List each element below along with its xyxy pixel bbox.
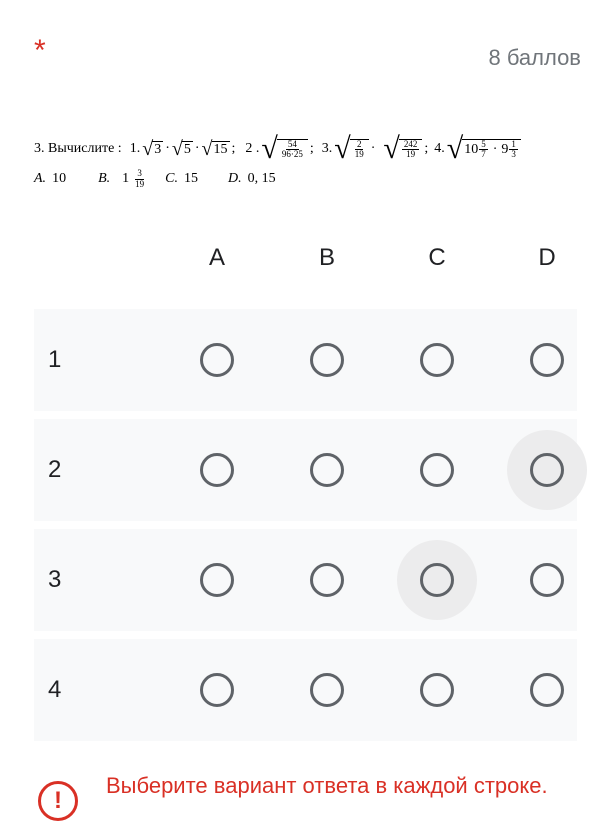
option-d-value: 0, 15 xyxy=(247,171,276,186)
item3-label: 3. xyxy=(321,141,333,156)
problem-line: 3. Вычислите : 1. √ 3 · √ 5 · √ 15 ; 2 . √ $\frac{54}{96\cdot 25}$ ; 3. √ $\frac{2}{19}$ · √ $\frac{242}{19}$ ; 4. √ 10 $\frac{5}{7}$ · 9 $\frac{1}{3}$ xyxy=(34,132,594,166)
item4-numerator-2: 1 xyxy=(511,138,516,149)
radio-row2-d[interactable] xyxy=(530,453,564,487)
grid-row-4 xyxy=(34,639,577,741)
option-b-whole: 1 xyxy=(122,171,130,186)
error-message: Выберите вариант ответа в каждой строке. xyxy=(106,773,548,798)
radio-row2-b[interactable] xyxy=(310,453,344,487)
item1-radicand-1: 3 xyxy=(154,141,162,157)
grid-row-3 xyxy=(34,529,577,631)
column-header-c: C xyxy=(428,244,446,271)
radio-row4-a[interactable] xyxy=(200,673,234,707)
option-b-denominator: 19 xyxy=(135,178,145,189)
row-label-2: 2 xyxy=(48,456,62,483)
item4-denominator-1: 7 xyxy=(481,149,486,159)
radio-row4-b[interactable] xyxy=(310,673,344,707)
radio-row3-d[interactable] xyxy=(530,563,564,597)
radio-row1-c[interactable] xyxy=(420,343,454,377)
radio-row4-c[interactable] xyxy=(420,673,454,707)
points-label: 8 баллов xyxy=(488,45,581,70)
item4-denominator-2: 3 xyxy=(511,149,516,159)
radio-row3-c[interactable] xyxy=(420,563,454,597)
question-image xyxy=(34,132,594,190)
column-header-a: A xyxy=(208,244,225,271)
item1-label: 1. xyxy=(129,141,141,156)
row-label-3: 3 xyxy=(48,566,62,593)
error-icon: ! xyxy=(38,781,78,821)
grid-row-1 xyxy=(34,309,577,411)
item2-numerator: 54 xyxy=(287,138,297,149)
item4-whole-2: 9 xyxy=(501,141,509,157)
item1-radicand-3: 15 xyxy=(213,141,228,157)
problem-intro: 3. Вычислите : xyxy=(34,141,122,156)
radio-row1-d[interactable] xyxy=(530,343,564,377)
item4-whole-1: 10 xyxy=(464,141,479,157)
item4-label: 4. xyxy=(434,141,445,156)
item2-denominator: 96·25 xyxy=(281,149,303,159)
column-header-d: D xyxy=(538,244,556,271)
radio-row1-b[interactable] xyxy=(310,343,344,377)
option-c-value: 15 xyxy=(183,171,198,186)
item3-numerator-1: 2 xyxy=(356,138,362,149)
radio-row3-b[interactable] xyxy=(310,563,344,597)
option-b-label: B. xyxy=(98,171,111,186)
grid-row-2 xyxy=(34,419,577,521)
item3-denominator-2: 19 xyxy=(406,149,416,159)
radio-row3-a[interactable] xyxy=(200,563,234,597)
radio-row1-a[interactable] xyxy=(200,343,234,377)
option-d-label: D. xyxy=(227,171,242,186)
option-b-numerator: 3 xyxy=(137,168,142,179)
option-a-label: A. xyxy=(34,171,47,186)
option-c-label: C. xyxy=(165,171,178,186)
item2-label: 2 . xyxy=(245,141,260,156)
item3-denominator-1: 19 xyxy=(354,149,364,159)
item4-numerator-1: 5 xyxy=(481,138,486,149)
radio-row4-d[interactable] xyxy=(530,673,564,707)
item1-radicand-2: 5 xyxy=(183,141,191,157)
row-label-1: 1 xyxy=(48,346,62,373)
row-label-4: 4 xyxy=(48,676,62,703)
required-star: * xyxy=(34,34,46,67)
answer-options-line xyxy=(34,168,594,190)
option-a-value: 10 xyxy=(52,171,67,186)
radio-row2-c[interactable] xyxy=(420,453,454,487)
item3-numerator-2: 242 xyxy=(403,138,418,149)
column-header-b: B xyxy=(318,244,335,271)
radio-row2-a[interactable] xyxy=(200,453,234,487)
